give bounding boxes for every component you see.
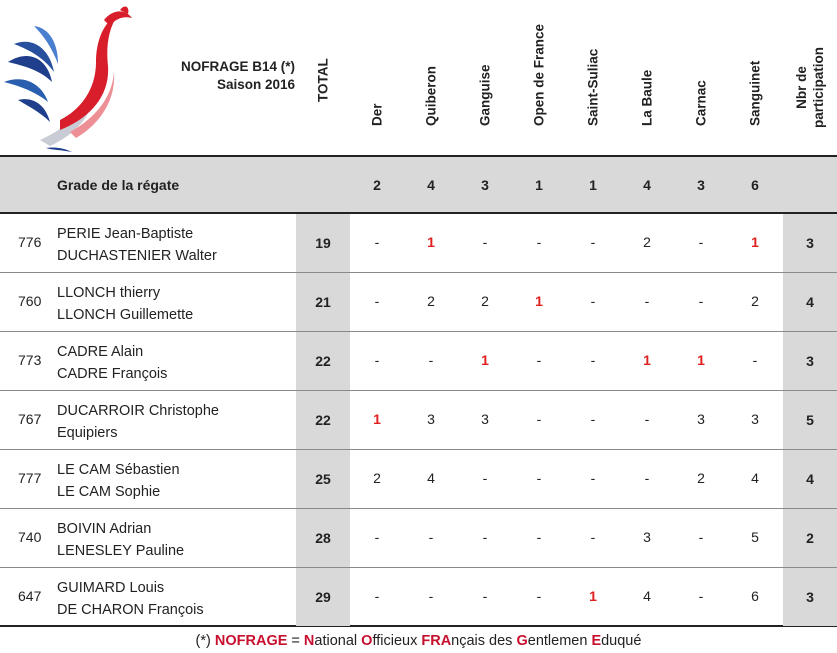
race-result: - <box>590 411 596 427</box>
column-header-race <box>620 4 674 154</box>
sail-number: 776 <box>18 234 42 250</box>
season-label: Saison 2016 <box>216 77 295 92</box>
table-row <box>0 450 837 509</box>
race-result: 5 <box>751 529 759 545</box>
column-header-label: Nbr de participation <box>794 46 826 128</box>
grade-value: 3 <box>481 177 489 193</box>
column-header-label: TOTAL <box>315 58 331 102</box>
footer-initial: N <box>303 633 315 649</box>
race-result: - <box>644 411 650 427</box>
sail-number: 767 <box>18 411 42 427</box>
column-header-label: Saint-Suliac <box>585 48 601 126</box>
participation-count: 2 <box>783 509 837 567</box>
crew-member-2: CADRE François <box>57 366 168 382</box>
race-result: - <box>698 293 704 309</box>
race-result: - <box>536 470 542 486</box>
crew-names <box>57 341 167 385</box>
total-points: 22 <box>296 391 350 449</box>
crew-member-2: DE CHARON François <box>57 602 204 618</box>
race-result: - <box>374 529 380 545</box>
column-header-race <box>404 4 458 154</box>
total-points: 19 <box>296 214 350 272</box>
column-header-total <box>296 4 350 154</box>
rooster-logo-icon <box>0 0 150 155</box>
table-row <box>0 568 837 627</box>
crew-member-2: DUCHASTENIER Walter <box>57 248 217 264</box>
column-header-race <box>512 4 566 154</box>
race-result: 2 <box>643 234 651 250</box>
footer-word: nçais des <box>451 633 517 649</box>
column-header-race <box>674 4 728 154</box>
column-header-label: Quiberon <box>423 66 439 126</box>
participation-count: 4 <box>783 450 837 508</box>
race-result: 1 <box>643 352 651 368</box>
sail-number: 647 <box>18 588 42 604</box>
race-result: - <box>374 234 380 250</box>
table-row <box>0 273 837 332</box>
crew-member-2: LE CAM Sophie <box>57 484 161 500</box>
crew-member-2: LENESLEY Pauline <box>57 543 185 559</box>
sail-number: 777 <box>18 470 42 486</box>
footer-word: fficieux <box>372 633 422 649</box>
race-result: - <box>590 470 596 486</box>
footer-word: ational <box>314 633 362 649</box>
grade-value: 1 <box>589 177 597 193</box>
crew-names <box>57 223 217 267</box>
participation-count: 3 <box>783 332 837 390</box>
race-result: 1 <box>481 352 489 368</box>
table-row <box>0 509 837 568</box>
total-points: 21 <box>296 273 350 331</box>
race-result: 2 <box>427 293 435 309</box>
column-header-label: Open de France <box>531 23 547 126</box>
crew-member-2: Equipiers <box>57 425 118 441</box>
participation-count: 4 <box>783 273 837 331</box>
sail-number: 740 <box>18 529 42 545</box>
race-result: - <box>482 529 488 545</box>
footer-note <box>0 630 837 653</box>
race-result: 1 <box>697 352 705 368</box>
footer-acronym: NOFRAGE <box>214 633 288 649</box>
column-header-participation <box>783 4 837 154</box>
column-header-race <box>350 4 404 154</box>
footer-initial: G <box>516 633 528 649</box>
crew-member-1: LLONCH thierry <box>57 285 161 301</box>
sail-number: 760 <box>18 293 42 309</box>
race-result: - <box>590 234 596 250</box>
participation-count: 5 <box>783 391 837 449</box>
title-block <box>150 58 295 94</box>
race-result: 2 <box>697 470 705 486</box>
crew-member-1: GUIMARD Louis <box>57 580 165 596</box>
table-row <box>0 332 837 391</box>
crew-member-1: BOIVIN Adrian <box>57 521 152 537</box>
race-result: - <box>536 529 542 545</box>
crew-member-1: DUCARROIR Christophe <box>57 403 219 419</box>
total-points: 25 <box>296 450 350 508</box>
crew-names <box>57 400 219 444</box>
grade-value: 6 <box>751 177 759 193</box>
grade-value: 3 <box>697 177 705 193</box>
race-result: - <box>590 293 596 309</box>
column-header-label: Carnac <box>693 80 709 126</box>
grade-value: 1 <box>535 177 543 193</box>
footer-equals: = <box>287 633 304 649</box>
participation-count: 3 <box>783 568 837 626</box>
column-header-label: Der <box>369 103 385 126</box>
race-result: 1 <box>373 411 381 427</box>
column-header-race <box>566 4 620 154</box>
race-result: - <box>428 352 434 368</box>
race-result: - <box>428 529 434 545</box>
table-row <box>0 391 837 450</box>
column-header-label: Sanguinet <box>747 60 763 126</box>
race-result: - <box>536 411 542 427</box>
total-points: 28 <box>296 509 350 567</box>
footer-word: entlemen <box>527 633 592 649</box>
crew-names <box>57 459 180 503</box>
race-result: 1 <box>589 588 597 604</box>
results-rows <box>0 214 837 627</box>
total-points: 29 <box>296 568 350 626</box>
footer-initial: FRA <box>421 633 452 649</box>
footer-word: duqué <box>601 633 642 649</box>
participation-count: 3 <box>783 214 837 272</box>
race-result: - <box>374 352 380 368</box>
document-title: NOFRAGE B14 (*) <box>180 59 295 74</box>
race-result: 3 <box>427 411 435 427</box>
crew-member-2: LLONCH Guillemette <box>57 307 194 323</box>
race-result: - <box>590 529 596 545</box>
crew-names <box>57 282 193 326</box>
race-result: - <box>536 588 542 604</box>
column-header-race <box>728 4 782 154</box>
race-result: 4 <box>643 588 651 604</box>
race-result: 2 <box>481 293 489 309</box>
footer-expansion <box>304 633 642 649</box>
crew-member-1: LE CAM Sébastien <box>57 462 180 478</box>
race-result: - <box>698 588 704 604</box>
column-header-label: La Baule <box>639 69 655 126</box>
race-result: - <box>590 352 596 368</box>
race-result: - <box>752 352 758 368</box>
grade-value: 4 <box>427 177 435 193</box>
crew-member-1: PERIE Jean-Baptiste <box>57 226 194 242</box>
table-row <box>0 214 837 273</box>
crew-names <box>57 518 184 562</box>
crew-names <box>57 577 204 621</box>
race-result: - <box>482 588 488 604</box>
race-result: - <box>536 352 542 368</box>
footer-initial: O <box>361 633 373 649</box>
footer-initial: E <box>591 633 602 649</box>
race-result: - <box>374 293 380 309</box>
table-header <box>0 0 837 157</box>
race-result: 2 <box>373 470 381 486</box>
race-result: 1 <box>751 234 759 250</box>
sail-number: 773 <box>18 352 42 368</box>
race-result: - <box>698 234 704 250</box>
race-result: - <box>374 588 380 604</box>
race-result: 4 <box>427 470 435 486</box>
race-result: - <box>482 234 488 250</box>
crew-member-1: CADRE Alain <box>57 344 144 360</box>
race-result: - <box>536 234 542 250</box>
race-result: - <box>698 529 704 545</box>
race-result: 2 <box>751 293 759 309</box>
race-result: - <box>482 470 488 486</box>
grade-value: 2 <box>373 177 381 193</box>
race-result: 1 <box>535 293 543 309</box>
race-result: 1 <box>427 234 435 250</box>
race-result: - <box>644 470 650 486</box>
race-result: 6 <box>751 588 759 604</box>
footer-prefix: (*) <box>195 633 215 649</box>
race-result: - <box>428 588 434 604</box>
total-points: 22 <box>296 332 350 390</box>
grade-label: Grade de la régate <box>57 177 180 193</box>
grade-value: 4 <box>643 177 651 193</box>
column-header-label: Ganguise <box>477 64 493 126</box>
race-result: 4 <box>751 470 759 486</box>
race-result: 3 <box>643 529 651 545</box>
race-result: 3 <box>751 411 759 427</box>
race-result: 3 <box>481 411 489 427</box>
grade-row <box>0 157 837 214</box>
race-result: 3 <box>697 411 705 427</box>
race-result: - <box>644 293 650 309</box>
column-header-race <box>458 4 512 154</box>
